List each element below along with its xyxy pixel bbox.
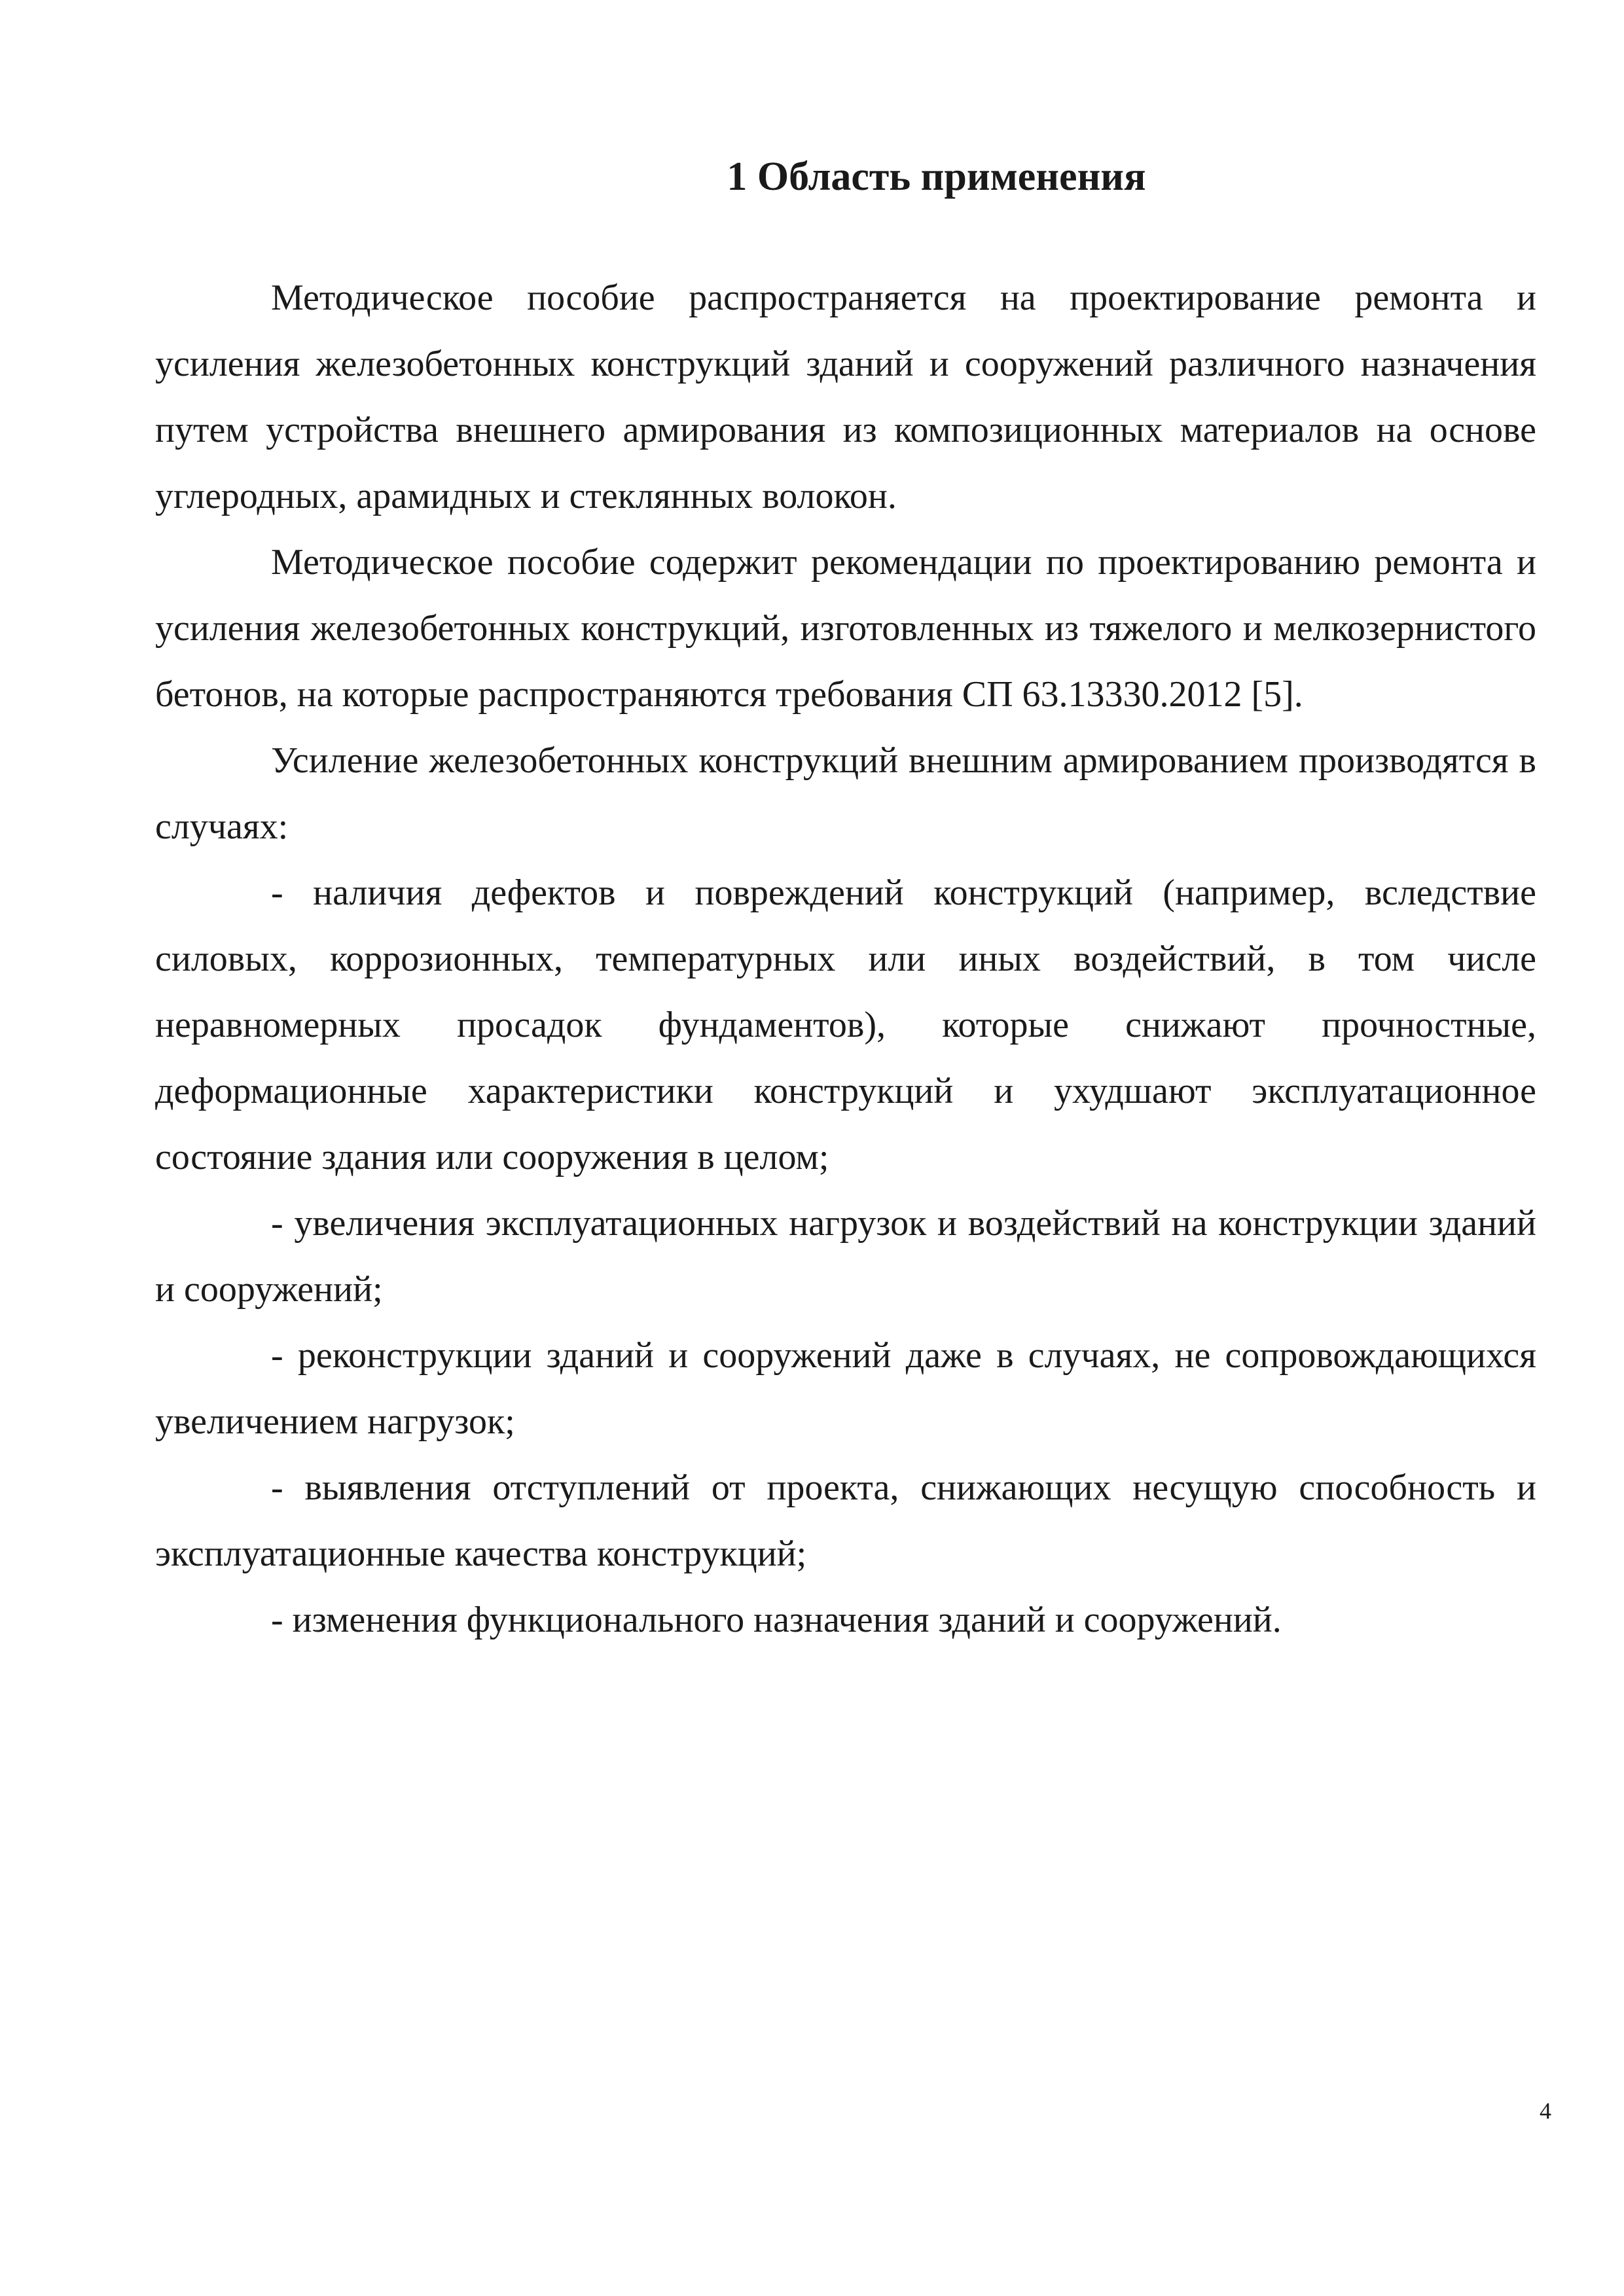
list-item-reconstruction: - реконструкции зданий и сооружений даже в случаях, не сопровождающихся увеличением нагрузок;	[155, 1335, 1536, 1442]
list-item-load-increase: - увеличения эксплуатационных нагрузок и воздействий на конструкции зданий и сооружений;	[155, 1203, 1536, 1310]
page-number: 4	[1540, 2098, 1551, 2124]
paragraph-cases-intro: Усиление железобетонных конструкций внешним армированием производятся в случаях:	[155, 740, 1536, 847]
list-item-function-change: - изменения функционального назначения зданий и сооружений.	[271, 1600, 1282, 1640]
paragraph-scope: Методическое пособие распространяется на проектирование ремонта и усиления железобетонных конструкций зданий и сооружений различного назначения путем устройства внешнего армирования из композиционных материалов на основе углеродных, арамидных и стеклянных волокон.	[155, 278, 1536, 516]
paragraph-recommendations: Методическое пособие содержит рекомендации по проектированию ремонта и усиления железобетонных конструкций, изготовленных из тяжелого и мелкозернистого бетонов, на которые распространяются требования СП 63.13330.2012 [5].	[155, 542, 1536, 715]
body-text	[155, 265, 1536, 1653]
list-item-defects: - наличия дефектов и повреждений конструкций (например, вследствие силовых, коррозионных, температурных или иных воздействий, в том числе неравномерных просадок фундаментов), которые снижают прочностные, деформационные характеристики конструкций и ухудшают эксплуатационное состояние здания или сооружения в целом;	[155, 872, 1536, 1177]
list-item-deviations: - выявления отступлений от проекта, снижающих несущую способность и эксплуатационные качества конструкций;	[155, 1467, 1536, 1574]
section-heading: 1 Область применения	[727, 154, 1146, 199]
